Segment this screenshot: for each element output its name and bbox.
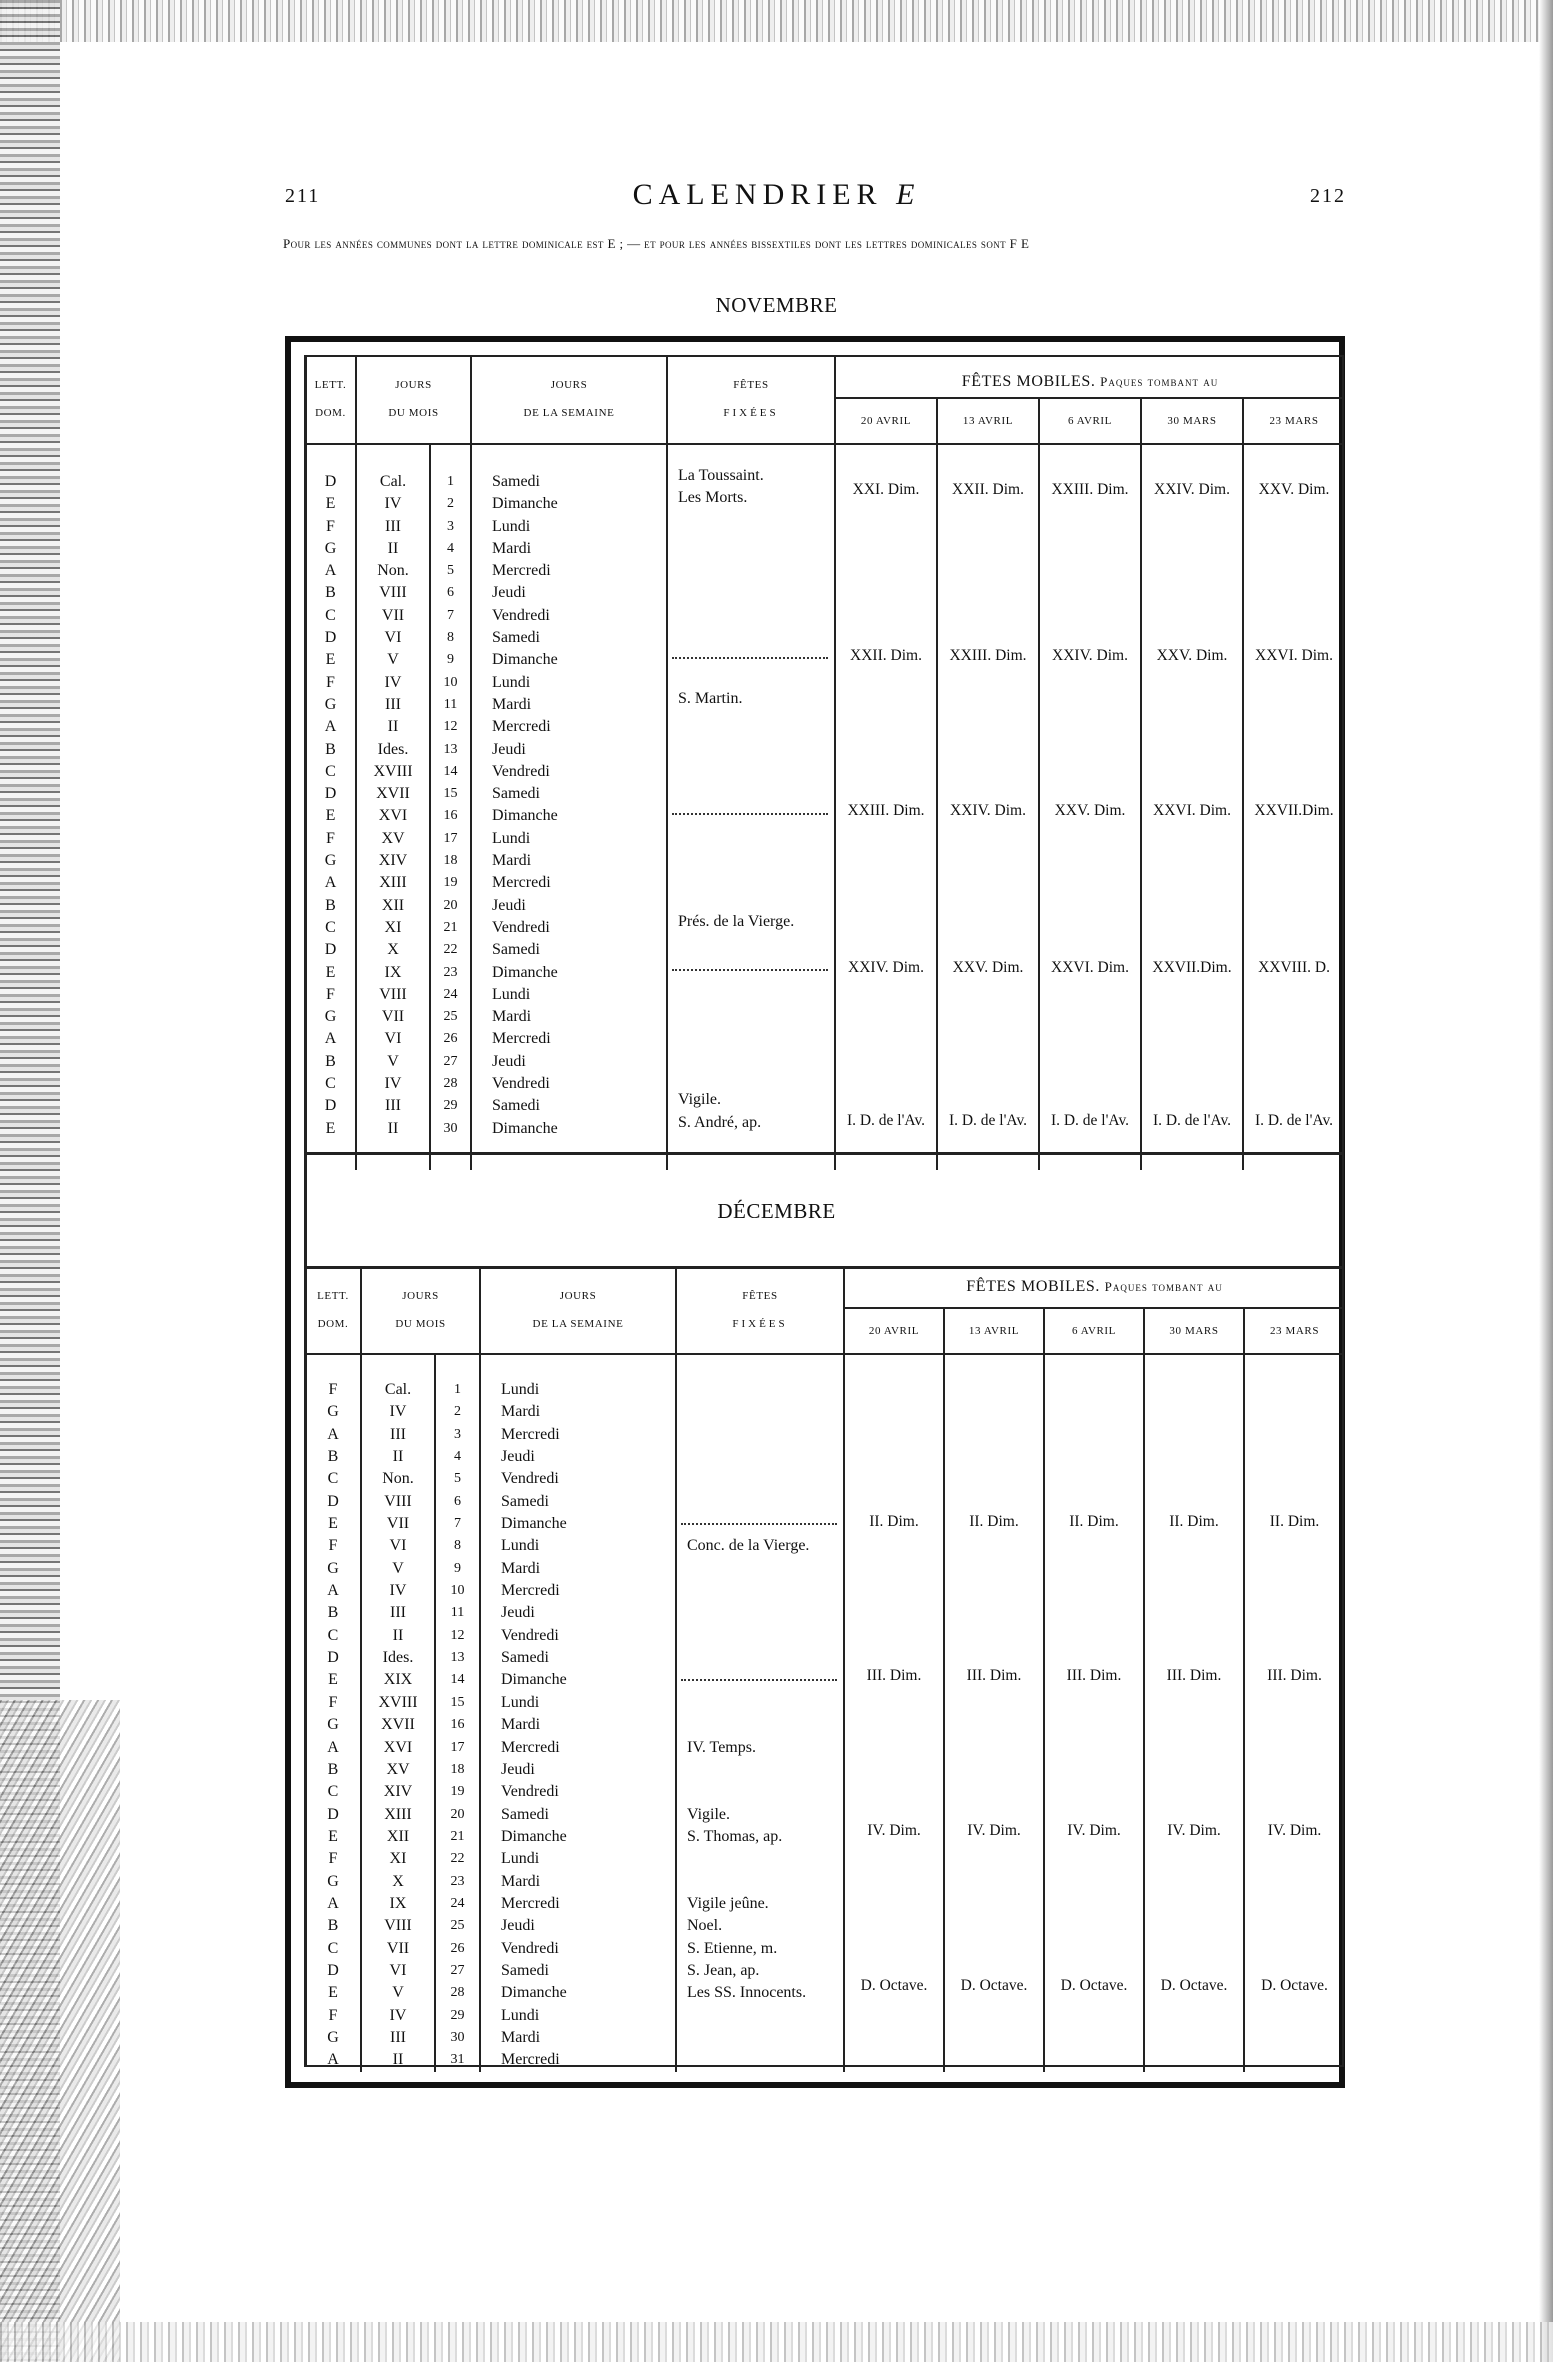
header-lett-dom bbox=[306, 1268, 361, 1354]
mobile-feast: D. Octave. bbox=[960, 1977, 1028, 1994]
roman-list: Cal. IV III II Non. VIII VII VI V IV III II Ides. XIX XVIII XVII XVI XV XIV XIII XII XI X IX VIII VII VI V IV III II bbox=[378, 1381, 418, 2069]
mobile-feast: XXIV. Dim. bbox=[1154, 481, 1230, 498]
letters-list: F G A B C D E F G A B C D E F G A B C D E F G A B C D E F G A bbox=[327, 1381, 339, 2069]
mobile-feast: IV. Dim. bbox=[1167, 1822, 1221, 1839]
column-weekdays bbox=[471, 444, 667, 1170]
mobile-feast: XXVI. Dim. bbox=[1153, 802, 1231, 819]
mobile-feast: XXII. Dim. bbox=[952, 481, 1024, 498]
weekdays-list: Samedi Dimanche Lundi Mardi Mercredi Jeudi Vendredi Samedi Dimanche Lundi Mardi Mercredi Jeudi Vendredi Samedi Dimanche Lundi Mardi Mercredi Jeudi Vendredi Samedi Dimanche Lundi Mardi Mercredi Jeudi Vendredi Samedi Dimanche bbox=[492, 473, 558, 1137]
mobile-feast: I. D. de l'Av. bbox=[1254, 1112, 1334, 1129]
header-du-mois: DU MOIS bbox=[395, 1318, 446, 1330]
mobile-feast: I. D. de l'Av. bbox=[1152, 1112, 1232, 1129]
header-easter-23-mars: 23 MARS bbox=[1243, 398, 1344, 444]
letters-list: D E F G A B C D E F G A B C D E F G A B C D E F G A B C D E bbox=[324, 473, 337, 1137]
mobile-feast: II. Dim. bbox=[969, 1513, 1019, 1530]
page-subtitle: Pour les années communes dont la lettre dominicale est E ; — et pour les années bissextiles dont les lettres dominicales sont F E bbox=[283, 236, 1030, 251]
month-heading-novembre: NOVEMBRE bbox=[715, 293, 838, 317]
column-mobile-20-avril bbox=[835, 444, 937, 1170]
column-mobile-6-avril bbox=[1039, 444, 1141, 1170]
mobile-feast: II. Dim. bbox=[1169, 1513, 1219, 1530]
header-dom: DOM. bbox=[317, 1318, 349, 1330]
dotted-leader bbox=[672, 813, 828, 815]
header-jours: JOURS bbox=[402, 1290, 439, 1302]
column-roman bbox=[356, 444, 430, 1170]
mobile-feast: XXIII. Dim. bbox=[949, 647, 1027, 664]
header-jours: JOURS bbox=[550, 379, 588, 391]
mobile-feast: D. Octave. bbox=[860, 1977, 928, 1994]
mobile-feast: I. D. de l'Av. bbox=[846, 1112, 926, 1129]
day-numbers-list: 1 2 3 4 5 6 7 8 9 10 11 12 13 14 15 16 17 18 19 20 21 22 23 24 25 26 27 28 29 30 bbox=[443, 474, 458, 1136]
mobile-feast: D. Octave. bbox=[1060, 1977, 1128, 1994]
table-decembre bbox=[306, 1268, 1344, 2072]
mobile-feast: XXVI. Dim. bbox=[1255, 647, 1333, 664]
column-mobile-30-mars bbox=[1144, 1354, 1244, 2072]
mobile-feast: III. Dim. bbox=[1166, 1667, 1222, 1684]
header-fetes-mobiles bbox=[835, 357, 1344, 398]
header-jours: JOURS bbox=[559, 1290, 597, 1302]
mobile-feast: XXVI. Dim. bbox=[1051, 959, 1129, 976]
header-fetes: FÊTES bbox=[742, 1290, 778, 1302]
header-jours-du-mois bbox=[361, 1268, 480, 1354]
header-easter-13-avril: 13 AVRIL bbox=[937, 398, 1039, 444]
weekdays-list: Lundi Mardi Mercredi Jeudi Vendredi Samedi Dimanche Lundi Mardi Mercredi Jeudi Vendredi Samedi Dimanche Lundi Mardi Mercredi Jeudi Vendredi Samedi Dimanche Lundi Mardi Mercredi Jeudi Vendredi Samedi Dimanche Lundi Mardi Mercredi bbox=[501, 1381, 567, 2069]
column-fetes-fixees bbox=[667, 444, 835, 1170]
header-easter-6-avril: 6 AVRIL bbox=[1039, 398, 1141, 444]
mobile-feast: II. Dim. bbox=[1269, 1513, 1320, 1530]
column-mobile-6-avril bbox=[1044, 1354, 1144, 2072]
mobile-feast: XXV. Dim. bbox=[1258, 481, 1330, 498]
mobile-feast: XXIII. Dim. bbox=[1051, 481, 1129, 498]
mobile-feast: XXII. Dim. bbox=[850, 647, 922, 664]
mobile-feast: III. Dim. bbox=[966, 1667, 1022, 1684]
column-mobile-30-mars bbox=[1141, 444, 1243, 1170]
header-easter-30-mars: 30 MARS bbox=[1141, 398, 1243, 444]
column-lettres bbox=[306, 1354, 361, 2072]
header-jours: JOURS bbox=[395, 379, 432, 391]
mobile-feast: XXVII.Dim. bbox=[1254, 802, 1334, 819]
mobile-feast: D. Octave. bbox=[1261, 1977, 1328, 1994]
page-title bbox=[0, 178, 1553, 212]
mobile-feast: XXIV. Dim. bbox=[950, 802, 1026, 819]
column-days bbox=[430, 444, 471, 1170]
scan-border-bottom bbox=[0, 2322, 1553, 2362]
dotted-leader bbox=[672, 657, 828, 659]
header-fetes-mobiles-label: FÊTES MOBILES. bbox=[966, 1278, 1101, 1295]
fixed-feasts-list: Conc. de la Vierge. IV. Temps. Vigile. S. Thomas, ap. Vigile jeûne. Noel. S. Etienne, m. S. Jean, ap. Les SS. Innocents. bbox=[687, 1537, 810, 2002]
day-numbers-list: 1 2 3 4 5 6 7 8 9 10 11 12 13 14 15 16 17 18 19 20 21 22 23 24 25 26 27 28 29 30 31 bbox=[450, 1382, 465, 2068]
mobile-feast: XXIII. Dim. bbox=[847, 802, 925, 819]
scan-border-right bbox=[1539, 0, 1553, 2362]
header-fixees: FIXÉES bbox=[732, 1318, 788, 1330]
header-du-mois: DU MOIS bbox=[388, 407, 439, 419]
mobile-feast: XXVIII. D. bbox=[1258, 959, 1330, 976]
column-mobile-23-mars bbox=[1243, 444, 1344, 1170]
mobile-feast: I. D. de l'Av. bbox=[948, 1112, 1028, 1129]
mobile-feast: XXV. Dim. bbox=[952, 959, 1024, 976]
mobile-feast: XXI. Dim. bbox=[852, 481, 920, 498]
header-fixees: FIXÉES bbox=[723, 407, 779, 419]
mobile-feast: IV. Dim. bbox=[1267, 1822, 1322, 1839]
header-paques-tombant: Paques tombant au bbox=[1100, 374, 1219, 389]
title-letter: E bbox=[896, 178, 921, 211]
header-fetes-mobiles-label: FÊTES MOBILES. bbox=[961, 373, 1096, 390]
mobile-feast: I. D. de l'Av. bbox=[1050, 1112, 1130, 1129]
column-mobile-13-avril bbox=[944, 1354, 1044, 2072]
mobile-feast: XXVII.Dim. bbox=[1152, 959, 1232, 976]
section-divider bbox=[306, 1152, 1344, 1155]
table-novembre bbox=[306, 357, 1344, 1170]
header-paques-tombant: Paques tombant au bbox=[1104, 1279, 1223, 1294]
header-jours-du-mois bbox=[356, 357, 471, 444]
roman-list: Cal. IV III II Non. VIII VII VI V IV III II Ides. XVIII XVII XVI XV XIV XIII XII XI X IX VIII VII VI V IV III II bbox=[373, 473, 413, 1137]
mobile-feast: IV. Dim. bbox=[1067, 1822, 1121, 1839]
column-weekdays bbox=[480, 1354, 676, 2072]
mobile-feast: XXV. Dim. bbox=[1054, 802, 1126, 819]
header-easter-6-avril: 6 AVRIL bbox=[1044, 1308, 1144, 1354]
column-lettres bbox=[306, 444, 356, 1170]
mobile-feast: IV. Dim. bbox=[867, 1822, 921, 1839]
header-dom: DOM. bbox=[315, 407, 346, 419]
header-lett: LETT. bbox=[314, 379, 347, 391]
header-de-la-semaine: DE LA SEMAINE bbox=[532, 1318, 624, 1330]
header-fetes-fixees bbox=[676, 1268, 844, 1354]
header-lett-dom bbox=[306, 357, 356, 444]
mobile-feast: D. Octave. bbox=[1160, 1977, 1228, 1994]
header-fetes-fixees bbox=[667, 357, 835, 444]
column-roman bbox=[361, 1354, 435, 2072]
column-mobile-20-avril bbox=[844, 1354, 944, 2072]
mobile-feast: II. Dim. bbox=[869, 1513, 919, 1530]
month-heading-decembre: DÉCEMBRE bbox=[717, 1199, 836, 1223]
mobile-feast: III. Dim. bbox=[1066, 1667, 1122, 1684]
scan-border-left-lower bbox=[0, 1700, 120, 2362]
title-prefix: CALENDRIER bbox=[632, 178, 883, 211]
dotted-leader bbox=[681, 1523, 837, 1525]
mobile-feast: XXV. Dim. bbox=[1156, 647, 1228, 664]
page-number-left: 211 bbox=[285, 185, 321, 207]
header-easter-23-mars: 23 MARS bbox=[1244, 1308, 1344, 1354]
header-easter-30-mars: 30 MARS bbox=[1144, 1308, 1244, 1354]
dotted-leader bbox=[681, 1679, 837, 1681]
mobile-feast: XXIV. Dim. bbox=[1052, 647, 1128, 664]
mobile-feast: III. Dim. bbox=[1267, 1667, 1322, 1684]
mobile-feast: XXIV. Dim. bbox=[848, 959, 924, 976]
mobile-feast: III. Dim. bbox=[866, 1667, 922, 1684]
header-de-la-semaine: DE LA SEMAINE bbox=[523, 407, 615, 419]
header-easter-20-avril: 20 AVRIL bbox=[844, 1308, 944, 1354]
column-fetes-fixees bbox=[676, 1354, 844, 2072]
fixed-feasts-list: La Toussaint. Les Morts. S. Martin. Prés. de la Vierge. Vigile. S. André, ap. bbox=[678, 467, 795, 1131]
header-lett: LETT. bbox=[317, 1290, 349, 1302]
header-jours-semaine bbox=[480, 1268, 676, 1354]
header-fetes-mobiles bbox=[844, 1268, 1344, 1308]
page-number-right: 212 bbox=[1310, 185, 1346, 207]
header-easter-20-avril: 20 AVRIL bbox=[835, 398, 937, 444]
dotted-leader bbox=[672, 969, 828, 971]
header-easter-13-avril: 13 AVRIL bbox=[944, 1308, 1044, 1354]
column-days bbox=[435, 1354, 480, 2072]
column-mobile-13-avril bbox=[937, 444, 1039, 1170]
scan-border-top bbox=[0, 0, 1553, 42]
header-jours-semaine bbox=[471, 357, 667, 444]
column-mobile-23-mars bbox=[1244, 1354, 1344, 2072]
mobile-feast: IV. Dim. bbox=[967, 1822, 1021, 1839]
mobile-feast: II. Dim. bbox=[1069, 1513, 1119, 1530]
header-fetes: FÊTES bbox=[733, 379, 769, 391]
